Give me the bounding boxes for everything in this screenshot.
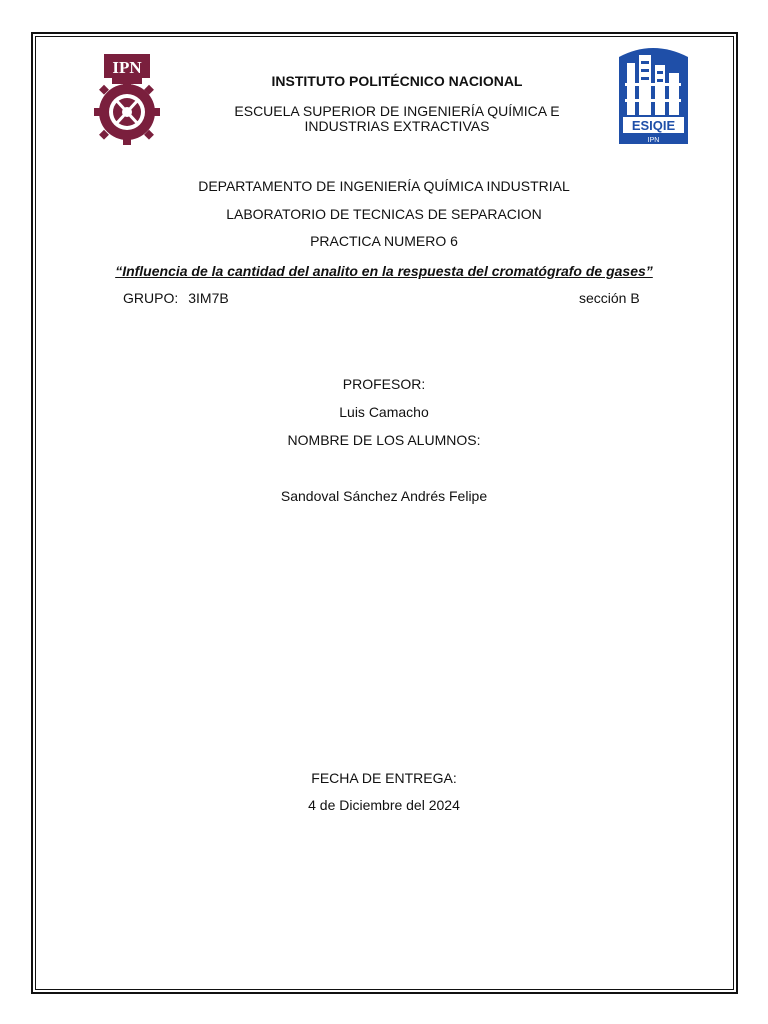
student-name: Sandoval Sánchez Andrés Felipe <box>280 488 488 504</box>
professor-label: PROFESOR: <box>342 376 426 392</box>
school-name: ESCUELA SUPERIOR DE INGENIERÍA QUÍMICA E INDUSTRIAS EXTRACTIVAS <box>234 103 560 134</box>
students-label: NOMBRE DE LOS ALUMNOS: <box>287 432 481 448</box>
professor-name: Luis Camacho <box>339 404 429 420</box>
practice-title: “Influencia de la cantidad del analito en la respuesta del cromatógrafo de gases” <box>115 263 653 279</box>
esiqie-logo-text: ESIQIE <box>631 118 676 133</box>
group-info <box>123 290 229 306</box>
practice-number: PRACTICA NUMERO 6 <box>310 233 458 249</box>
group-value: 3IM7B <box>188 290 229 306</box>
group-label: GRUPO: <box>123 290 179 306</box>
institution-name: INSTITUTO POLITÉCNICO NACIONAL <box>271 73 523 89</box>
delivery-date: 4 de Diciembre del 2024 <box>308 797 460 813</box>
ipn-logo-icon <box>94 52 160 150</box>
department-name: DEPARTAMENTO DE INGENIERÍA QUÍMICA INDUSTRIAL <box>198 178 570 194</box>
section-info: sección B <box>579 290 640 306</box>
laboratory-name: LABORATORIO DE TECNICAS DE SEPARACION <box>226 206 542 222</box>
esiqie-logo-subtext: IPN <box>647 137 660 144</box>
delivery-date-label: FECHA DE ENTREGA: <box>311 770 457 786</box>
ipn-logo-text: IPN <box>112 58 142 77</box>
esiqie-logo-icon <box>617 43 690 146</box>
